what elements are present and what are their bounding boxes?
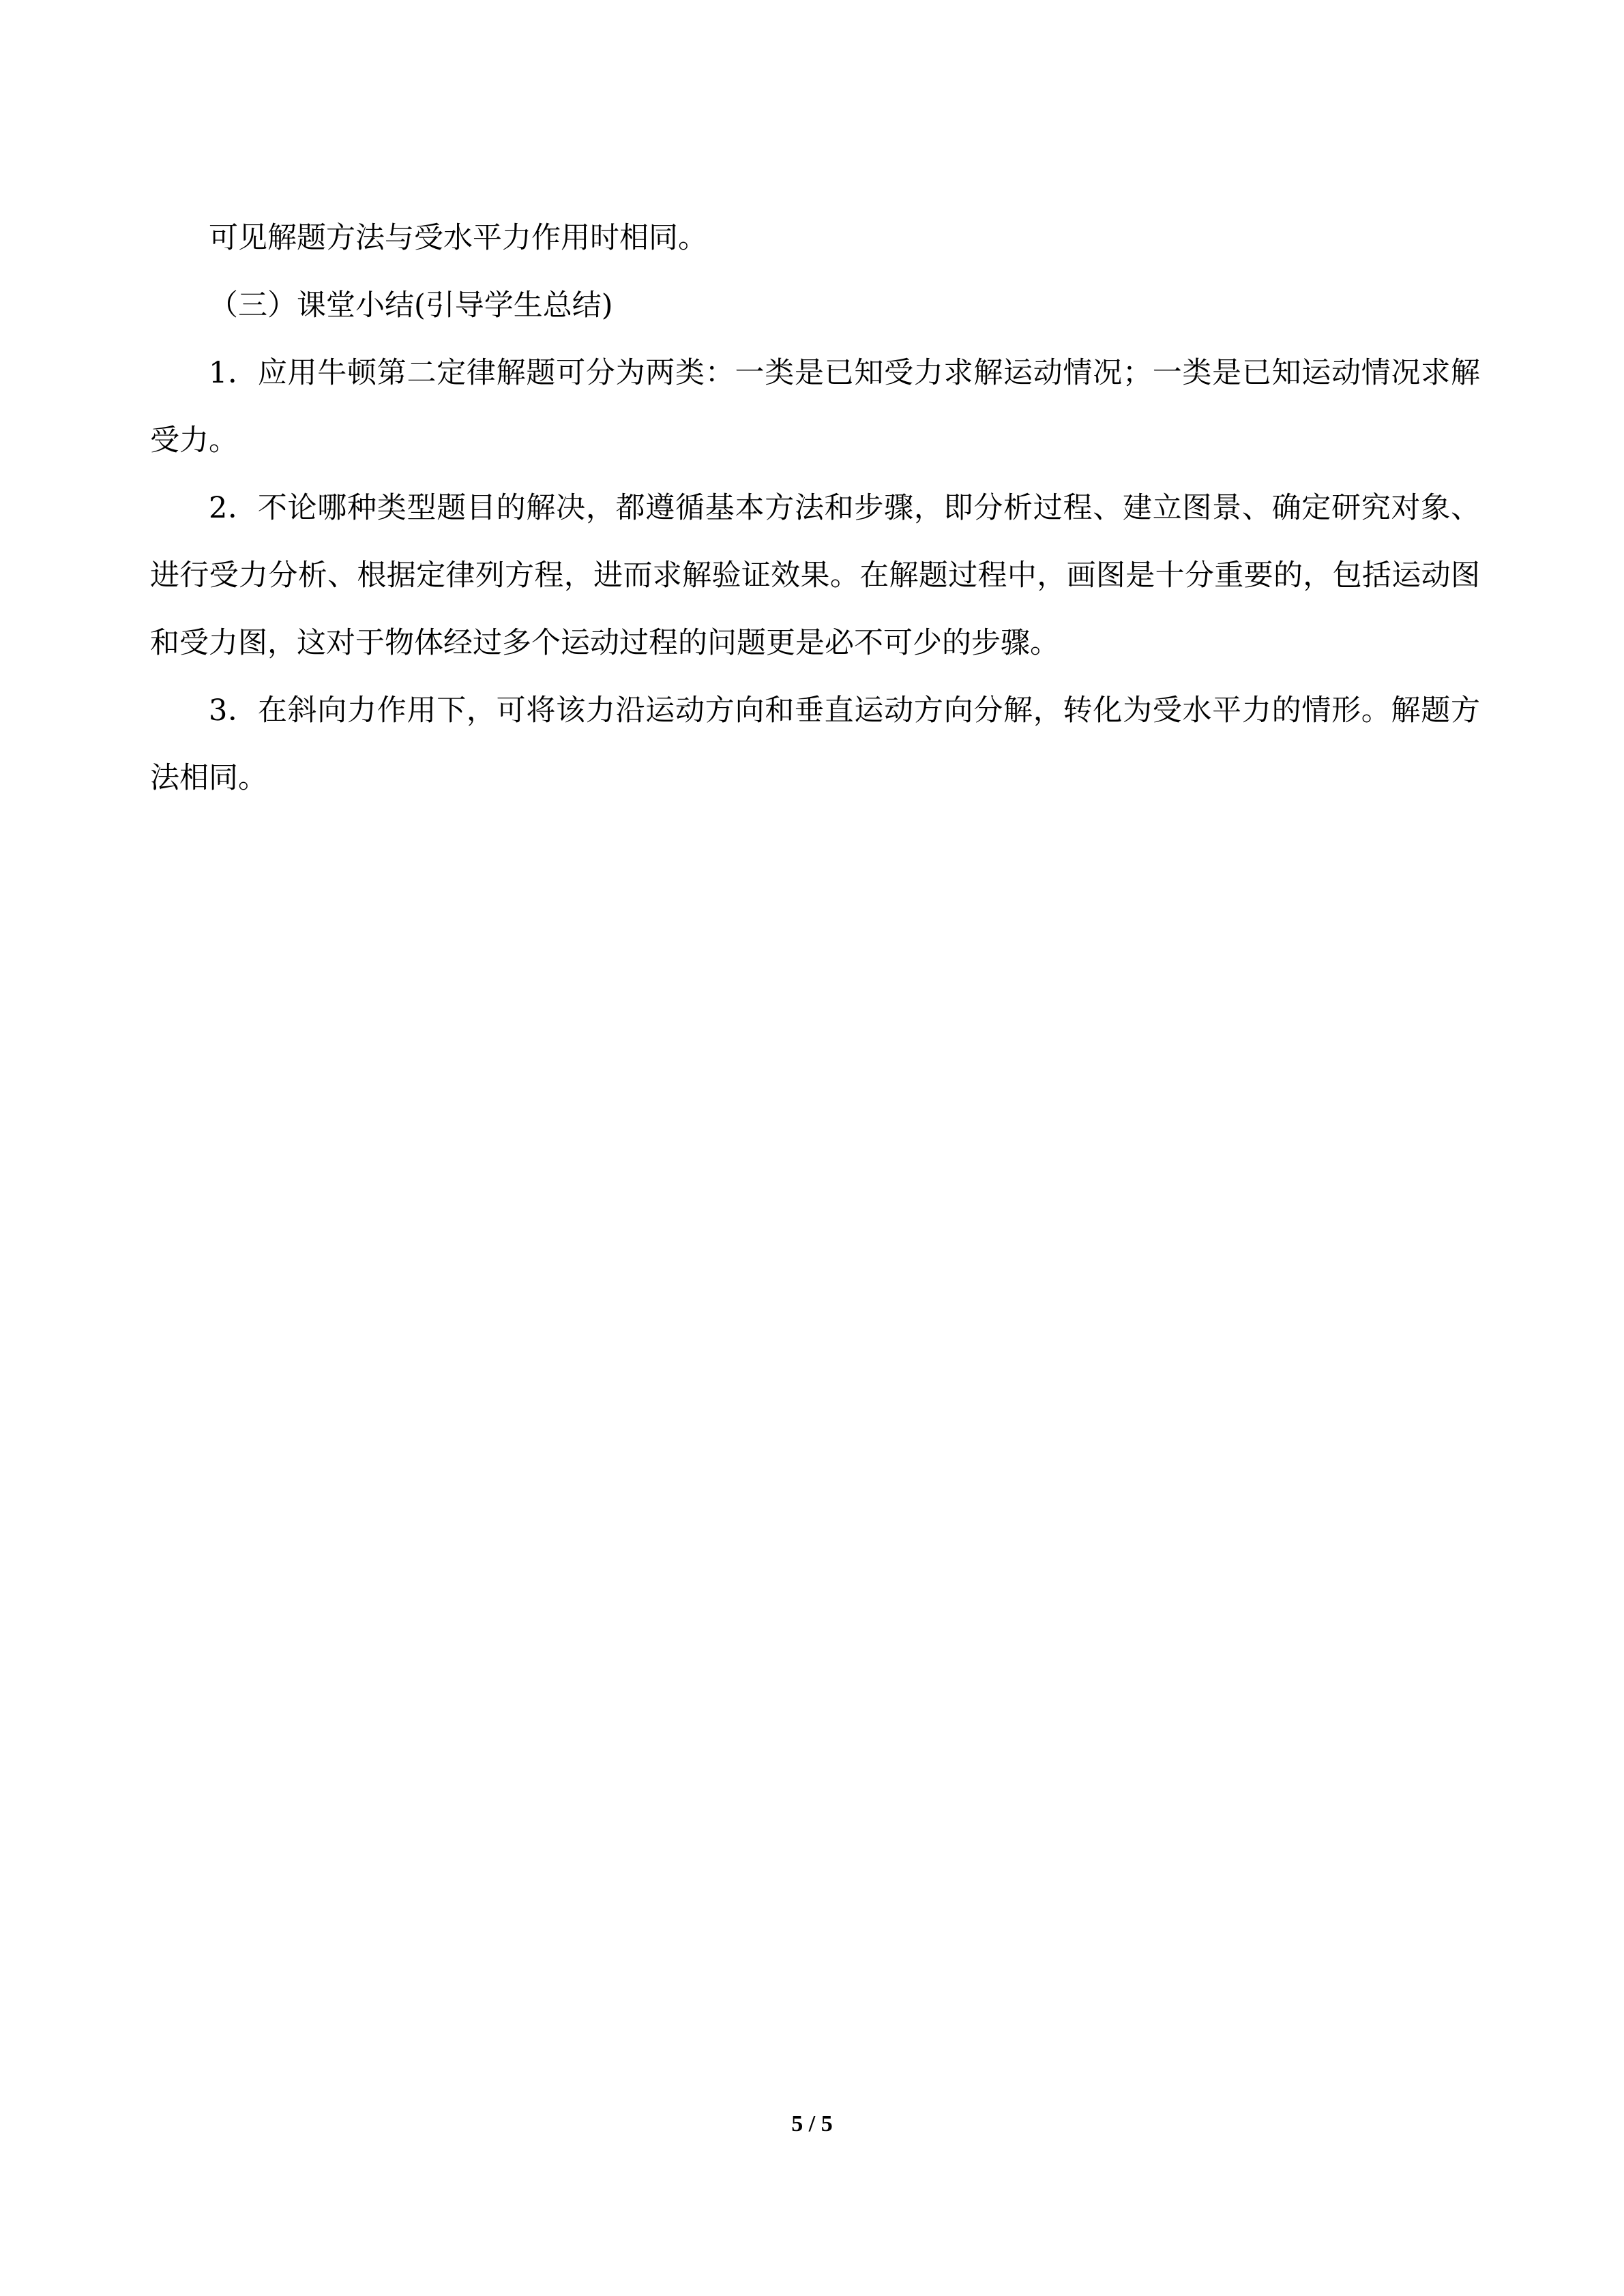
document-body [150, 205, 1480, 812]
paragraph-summary-2: 2．不论哪种类型题目的解决，都遵循基本方法和步骤，即分析过程、建立图景、确定研究对象、进行受力分析、根据定律列方程，进而求解验证效果。在解题过程中，画图是十分重要的，包括运动图和受力图，这对于物体经过多个运动过程的问题更是必不可少的步骤。 [150, 491, 1480, 660]
page-number: 5 / 5 [791, 2111, 833, 2136]
paragraph-summary-1: 1．应用牛顿第二定律解题可分为两类：一类是已知受力求解运动情况；一类是已知运动情况求解受力。 [150, 356, 1480, 458]
paragraph-conclusion: 可见解题方法与受水平力作用时相同。 [209, 221, 707, 255]
paragraph-summary-3: 3．在斜向力作用下，可将该力沿运动方向和垂直运动方向分解，转化为受水平力的情形。解题方法相同。 [150, 694, 1480, 795]
section-heading-summary: （三）课堂小结(引导学生总结) [209, 288, 613, 323]
